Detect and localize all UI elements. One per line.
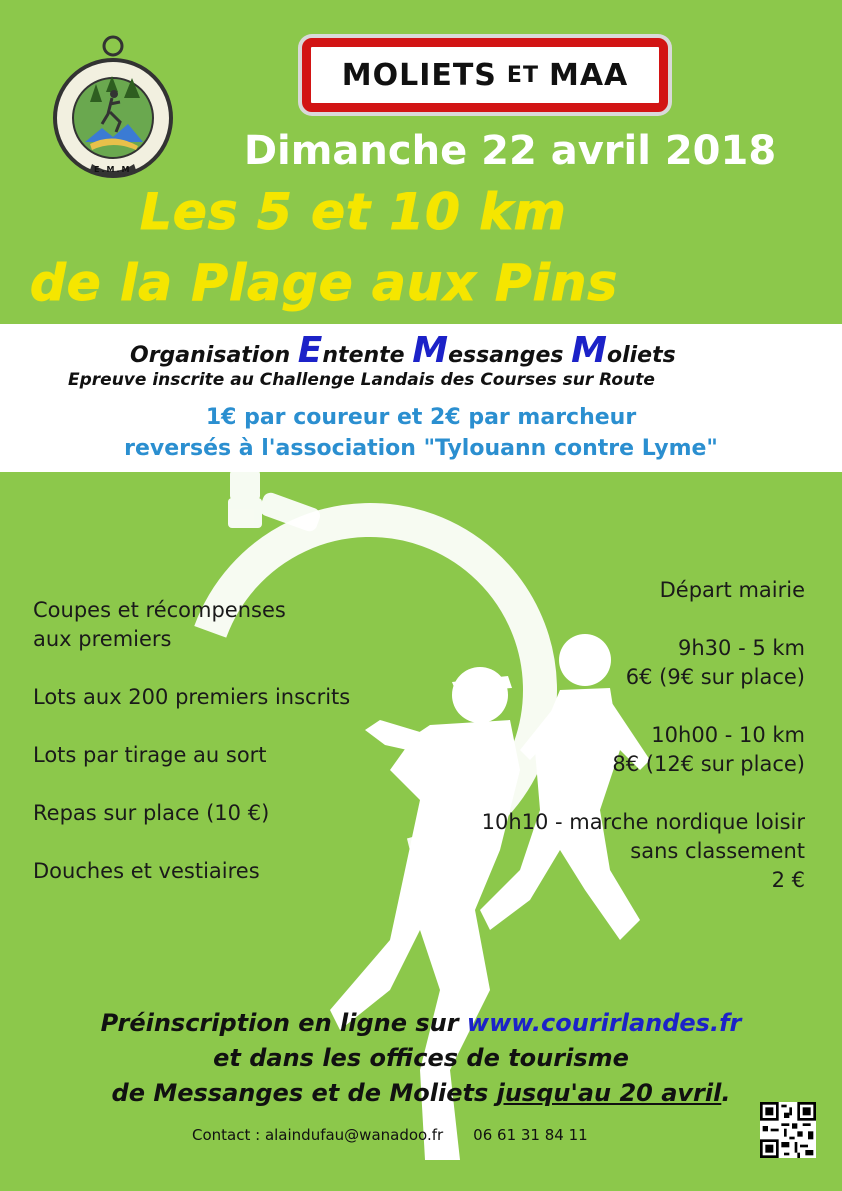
schedule-line: 10h10 - marche nordique loisir [481,810,805,834]
contact-line [192,1126,588,1144]
preinscription-line3: de Messanges et de Moliets [111,1079,497,1107]
schedule-line: 8€ (12€ sur place) [612,752,805,776]
town-sign [298,34,672,116]
event-date: Dimanche 22 avril 2018 [243,128,777,174]
club-logo [50,32,176,184]
event-title-line2: de la Plage aux Pins [30,254,619,312]
preinscription-line2: et dans les offices de tourisme [213,1044,629,1072]
challenge-line: Epreuve inscrite au Challenge Landais des Courses sur Route [68,370,655,390]
deadline-text: jusqu'au 20 avril [496,1079,722,1107]
schedule-line: 2 € [771,868,805,892]
schedule-line: 10h00 - 10 km [651,723,805,747]
sign-town-moliets: MOLIETS [341,57,497,93]
schedule-item [365,634,805,692]
contact-email: Contact : alaindufau@wanadoo.fr [192,1126,444,1144]
schedule-line: sans classement [630,839,805,863]
qr-code[interactable] [760,1102,816,1158]
amenity-line: Lots par tirage au sort [33,743,267,767]
amenity-line: aux premiers [33,627,172,651]
schedule-item [365,721,805,779]
schedule-item [365,808,805,895]
donation-line2: reversés à l'association "Tylouann contre Lyme" [124,436,718,461]
organisation-cap-e: E [297,330,323,371]
amenity-line: Douches et vestiaires [33,859,260,883]
schedule-line: Départ mairie [659,578,805,602]
amenity-line: Repas sur place (10 €) [33,801,270,825]
organisation-cap-m1: M [412,330,449,371]
organisation-word2: essanges [448,343,572,368]
contact-phone: 06 61 31 84 11 [473,1126,588,1144]
preinscription-text: Préinscription en ligne sur [100,1009,467,1037]
organisation-word3: oliets [606,343,676,368]
preinscription-block [0,1006,842,1111]
sign-joiner: ET [506,62,539,88]
schedule-list [365,576,805,924]
schedule-line: 9h30 - 5 km [678,636,805,660]
organisation-line [130,330,830,371]
schedule-item [365,576,805,605]
preinscription-period: . [721,1079,731,1107]
donation-text [0,402,842,464]
sign-town-maa: MAA [548,57,629,93]
amenity-line: Lots aux 200 premiers inscrits [33,685,351,709]
amenity-line: Coupes et récompenses [33,598,286,622]
organisation-word1: ntente [322,343,413,368]
registration-link[interactable]: www.courirlandes.fr [466,1009,742,1037]
organisation-cap-m2: M [571,330,607,371]
organisation-prefix: Organisation [130,343,298,368]
event-title-line1: Les 5 et 10 km [140,183,567,241]
logo-initials: E.M.M [94,165,132,174]
donation-line1: 1€ par coureur et 2€ par marcheur [205,405,637,430]
schedule-line: 6€ (9€ sur place) [625,665,805,689]
